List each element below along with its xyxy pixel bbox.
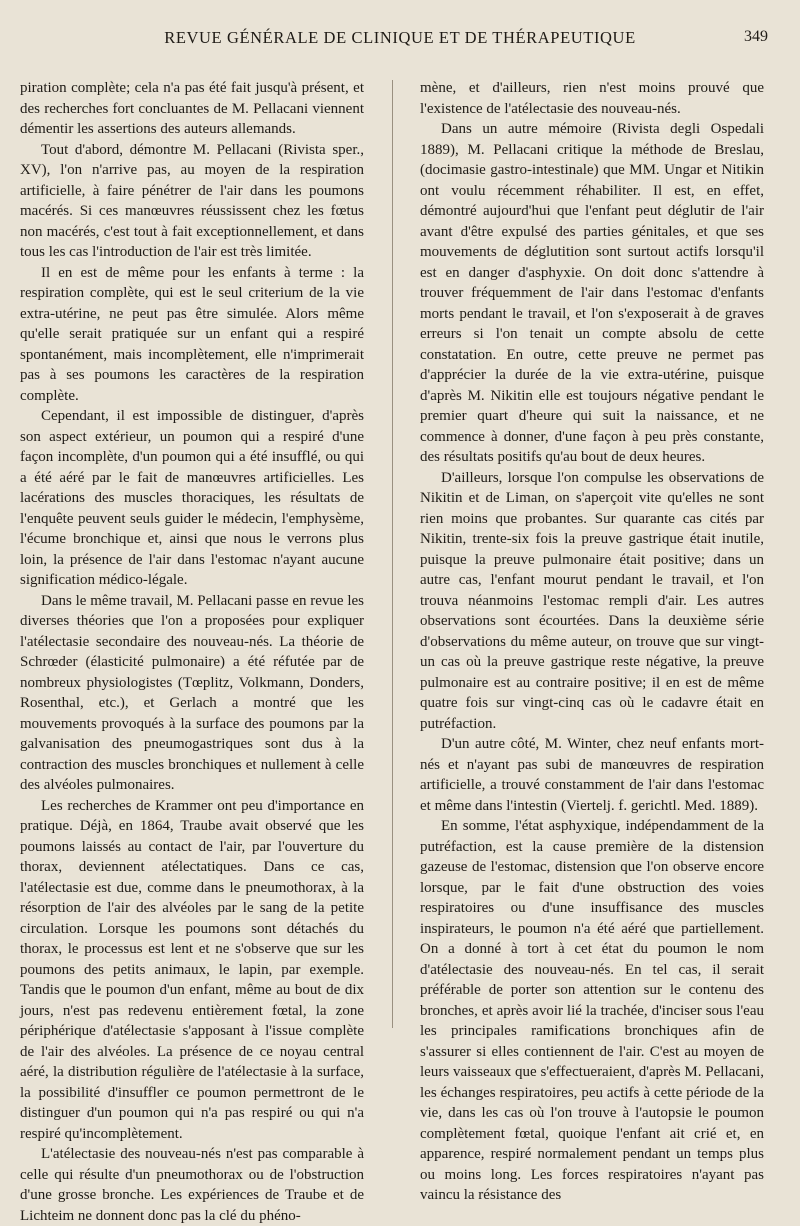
page-number: 349 [744,28,768,45]
paragraph: D'un autre côté, M. Winter, chez neuf enfants mort-nés et n'ayant pas subi de manœuvres de respiration artificielle, a trouvé constamment de l'air dans l'estomac et même dans l'intestin (Viertelj. f. gerichtl. Med. 1889). [420,736,764,814]
running-title: REVUE GÉNÉRALE DE CLINIQUE ET DE THÉRAPEUTIQUE [164,28,636,47]
paragraph: Tout d'abord, démontre M. Pellacani (Rivista sper., XV), l'on n'arrive pas, au moyen de la respiration artificielle, à faire pénétrer de l'air dans les poumons macérés. Si ces manœuvres réussissent chez les fœtus non macérés, c'est tout à fait exceptionnellement, et dans tous les cas l'introduction de l'air est très limitée. [20,141,364,260]
paragraph: Il en est de même pour les enfants à terme : la respiration complète, qui est le seul criterium de la vie extra-utérine, ne peut pas être simulée. Alors même qu'elle serait pratiquée sur un enfant qui a respiré spontanément, mais incomplètement, elle n'imprimerait pas à ses poumons les caractères de la respiration complète. [20,264,364,404]
paragraph: L'atélectasie des nouveau-nés n'est pas comparable à celle qui résulte d'un pneumothorax ou de l'obstruction d'une grosse bronche. Les expériences de Traube et de Lichteim ne donnent donc pas la clé du phéno- [20,1146,364,1224]
paragraph: Les recherches de Krammer ont peu d'importance en pratique. Déjà, en 1864, Traube avait observé que les poumons laissés au contact de l'air, par l'ouverture du thorax, deviennent atélectatiques. Dans ce cas, l'atélectasie est due, comme dans le pneumothorax, à la résorption de l'air des alvéoles par le sang de la petite circulation. Lorsque les poumons sont détachés du thorax, le processus est lent et ne s'observe que sur les poumons des petits animaux, le lapin, par exemple. Tandis que le poumon d'un enfant, même au bout de dix jours, n'est pas redevenu entièrement fœtal, la zone périphérique d'atélectasie s'apposant à l'issue complète de l'air des alvéoles. La présence de ce noyau central aéré, la distribution régulière de l'atélectasie à la surface, la possibilité d'insuffler ce poumon permettront de le distinguer d'un poumon qui n'a pas respiré ou qui n'a respiré qu'incomplètement. [20,797,364,1142]
right-column [420,78,764,1203]
left-column [20,78,364,1224]
paragraph: Dans un autre mémoire (Rivista degli Ospedali 1889), M. Pellacani critique la méthode de Breslau, (docimasie gastro-intestinale) que MM. Ungar et Nitikin ont voulu récemment réhabiliter. Il est, en effet, démontré aujourd'hui que l'enfant peut déglutir de l'air avant d'être expulsé des parties génitales, et que ses mouvements de déglutition sont surtout actifs lorsqu'il est en danger d'asphyxie. On doit donc s'attendre à trouver fréquemment de l'air dans l'estomac d'enfants morts pendant le travail, et l'on s'exposerait à de graves erreurs si l'on tenait un compte absolu de cette constatation. En outre, cette preuve ne permet pas d'apprécier la durée de la vie extra-utérine, puisque d'après M. Nikitin elle est toujours négative pendant le premier quart d'heure qui suit la naissance, et ne commence à donner, d'une façon à peu près constante, des résultats positifs qu'au bout de deux heures. [420,121,764,465]
paragraph: En somme, l'état asphyxique, indépendamment de la putréfaction, est la cause première de la distension gazeuse de l'estomac, distension que l'on observe encore lorsque, par le fait d'une obstruction des voies respiratoires ou d'une insuffisance des muscles inspirateurs, le poumon n'a été aéré que partiellement. On a donné à tort à cet état du poumon le nom d'atélectasie des nouveau-nés. En tel cas, il serait préférable de porter son attention sur le contenu des bronches, et après avoir lié la trachée, d'inciser sous l'eau les principales ramifications bronchiques afin de s'assurer si elles contiennent de l'air. C'est au moyen de leurs vaisseaux que s'effectueraient, d'après M. Pellacani, les échanges respiratoires, peu actifs à cette période de la vie, dans les cas où l'on trouve à l'autopsie le poumon complètement fœtal, quoique l'enfant ait crié et, en apparence, respiré normalement pendant un temps plus ou moins long. Les forces respiratoires n'ayant pas vaincu la résistance des [420,818,764,1203]
column-divider [392,80,393,1028]
paragraph: mène, et d'ailleurs, rien n'est moins prouvé que l'existence de l'atélectasie des nouveau-nés. [420,80,764,117]
paragraph: piration complète; cela n'a pas été fait jusqu'à présent, et des recherches fort concluantes de M. Pellacani viennent démentir les assertions des auteurs allemands. [20,80,364,137]
paragraph: Cependant, il est impossible de distinguer, d'après son aspect extérieur, un poumon qui a respiré d'une façon incomplète, d'un poumon qui a été insufflé, ou qui a été aéré par le fait de manœuvres artificielles. Les lacérations des muscles thoraciques, les résultats de l'enquête peuvent seuls guider le médecin, l'emphysème, l'écume bronchique et, ainsi que nous le verrons plus loin, la présence de l'air dans l'estomac n'ayant aucune signification médico-légale. [20,408,364,588]
paragraph: D'ailleurs, lorsque l'on compulse les observations de Nikitin et de Liman, on s'aperçoit vite qu'elles ne sont rien moins que probantes. Sur quarante cas cités par Nikitin, trente-six fois la preuve gastrique était inutile, puisque la preuve pulmonaire était positive; dans un autre cas, l'enfant mourut pendant le travail, et l'on trouva néanmoins l'estomac rempli d'air. Les autres observations sont écourtées. Dans la deuxième série d'observations du même auteur, on trouve que sur vingt-un cas où la preuve gastrique reste négative, la preuve pulmonaire est au contraire positive; il en est de même quatre fois sur vingt-cinq cas où le cadavre était en putréfaction. [420,469,764,732]
text-columns [20,78,764,1224]
paragraph: Dans le même travail, M. Pellacani passe en revue les diverses théories que l'on a proposées pour expliquer l'atélectasie secondaire des nouveau-nés. La théorie de Schrœder (élasticité pulmonaire) a été réfutée par de nombreux physiologistes (Tœplitz, Volkmann, Donders, Rosenthal, etc.), et Gerlach a montré que les mouvements provoqués à la surface des poumons par la galvanisation des pneumogastriques sont dus à la contraction des muscles bronchiques et nullement à celle des alvéoles pulmonaires. [20,592,364,793]
running-head [20,28,780,54]
